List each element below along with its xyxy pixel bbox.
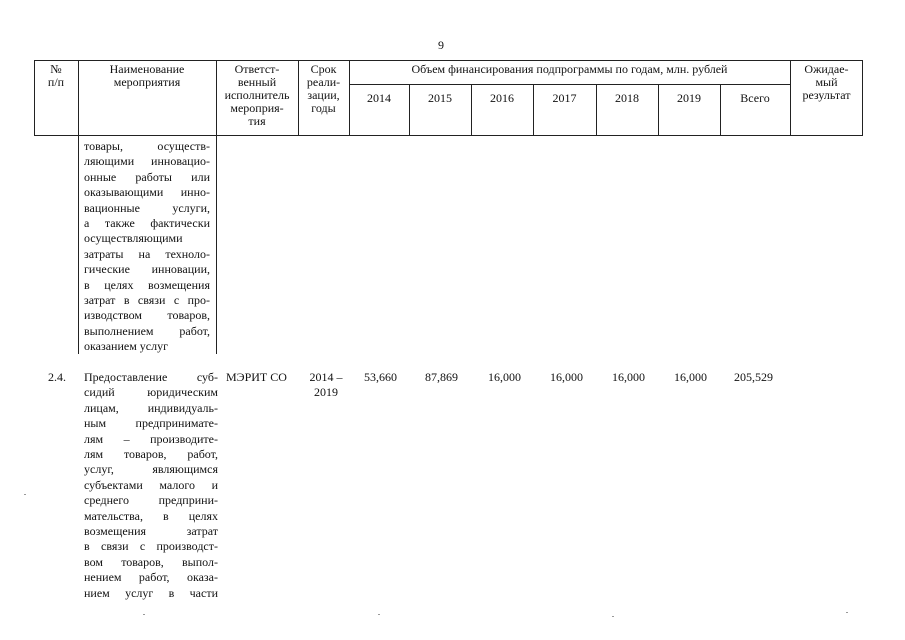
divider xyxy=(349,84,790,85)
text-line: в целях возмещения xyxy=(84,277,210,292)
text-line: изводством товаров, xyxy=(84,308,210,323)
text-line: вационные услуги, xyxy=(84,200,210,215)
text-line: Предоставление суб- xyxy=(84,370,218,384)
text-line: вом товаров, выпол- xyxy=(84,554,218,569)
text-line: мательства, в целях xyxy=(84,508,218,523)
scan-speck xyxy=(143,614,145,615)
value-2019: 16,000 xyxy=(674,370,707,384)
text-line: выполнением работ, xyxy=(84,323,210,338)
scan-speck xyxy=(378,614,380,615)
row-term: 2014 – 2019 xyxy=(309,370,343,399)
text-line: сидий юридическим xyxy=(84,385,218,400)
header-year-total: Всего xyxy=(740,91,770,105)
text-line: лям товаров, работ, xyxy=(84,447,218,462)
header-year-2019: 2019 xyxy=(677,91,701,105)
row-responsible: МЭРИТ СО xyxy=(226,370,287,384)
value-2016: 16,000 xyxy=(488,370,521,384)
value-2015: 87,869 xyxy=(425,370,458,384)
table-header xyxy=(34,60,863,136)
page-number: 9 xyxy=(438,38,444,52)
text-line: затраты на техноло- xyxy=(84,246,210,261)
header-financing: Объем финансирования подпрограммы по годам, млн. рублей xyxy=(411,62,728,76)
text-line: оказывающими инно- xyxy=(84,185,210,200)
text-line: ным предпринимате- xyxy=(84,416,218,431)
column-line xyxy=(78,136,79,354)
text-line: возмещения затрат xyxy=(84,524,218,539)
header-year-2014: 2014 xyxy=(367,91,391,105)
text-line: онные работы или xyxy=(84,169,210,184)
scan-speck xyxy=(24,494,26,495)
text-line: нением работ, оказа- xyxy=(84,570,218,585)
header-year-2018: 2018 xyxy=(615,91,639,105)
text-line: гические инновации, xyxy=(84,262,210,277)
row-number: 2.4. xyxy=(48,370,66,384)
value-2018: 16,000 xyxy=(612,370,645,384)
text-line: лицам, индивидуаль- xyxy=(84,400,218,415)
header-year-2015: 2015 xyxy=(428,91,452,105)
header-responsible: Ответст- венный исполнитель мероприя- тия xyxy=(224,62,290,128)
text-line: нием услуг в части xyxy=(84,585,218,600)
header-name: Наименование мероприятия xyxy=(109,62,185,89)
value-2014: 53,660 xyxy=(364,370,397,384)
scan-speck xyxy=(846,612,848,613)
text-line: оказанием услуг xyxy=(84,339,169,354)
header-result: Ожидае- мый результат xyxy=(802,62,851,102)
header-year-2016: 2016 xyxy=(490,91,514,105)
text-line: в связи с производст- xyxy=(84,539,218,554)
column-line xyxy=(216,136,217,354)
scan-speck xyxy=(612,616,614,617)
row-description xyxy=(84,370,218,601)
header-no: № п/п xyxy=(47,62,65,89)
value-2017: 16,000 xyxy=(550,370,583,384)
value-total: 205,529 xyxy=(734,370,773,384)
text-line: а также фактически xyxy=(84,216,210,231)
text-line: товары, осуществ- xyxy=(84,139,210,153)
text-line: субъектами малого и xyxy=(84,477,218,492)
text-line: осуществляющими xyxy=(84,231,183,246)
text-line: затрат в связи с про- xyxy=(84,293,210,308)
text-line: лям – производите- xyxy=(84,431,218,446)
header-year-2017: 2017 xyxy=(552,91,577,105)
text-line: услуг, являющимся xyxy=(84,462,218,477)
header-term: Срок реали- зации, годы xyxy=(306,62,341,115)
continuation-text xyxy=(84,139,210,355)
text-line: среднего предприни- xyxy=(84,493,218,508)
text-line: ляющими инновацио- xyxy=(84,154,210,169)
